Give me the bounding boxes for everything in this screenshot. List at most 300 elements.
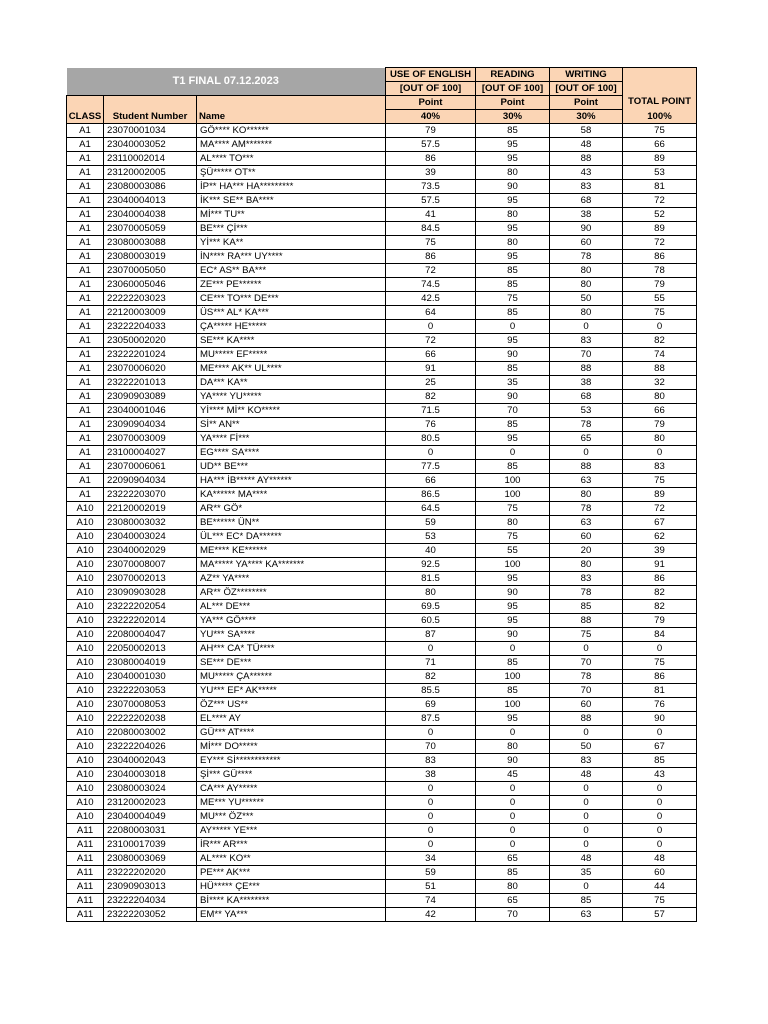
- student-number-cell: 23080003088: [104, 236, 197, 250]
- table-row: [67, 180, 697, 194]
- total-score: 62: [623, 530, 697, 544]
- total-score: 81: [623, 684, 697, 698]
- use-of-english-score: 42: [386, 908, 476, 922]
- total-score: 85: [623, 754, 697, 768]
- total-score: 80: [623, 432, 697, 446]
- class-cell: A1: [67, 362, 104, 376]
- name-cell: ME**** AK** UL****: [197, 362, 386, 376]
- reading-score: 95: [476, 222, 550, 236]
- use-of-english-score: 57.5: [386, 138, 476, 152]
- use-of-english-score: 57.5: [386, 194, 476, 208]
- table-row: [67, 474, 697, 488]
- use-of-english-score: 74: [386, 894, 476, 908]
- writing-score: 80: [550, 278, 623, 292]
- reading-score: 0: [476, 446, 550, 460]
- class-cell: A10: [67, 754, 104, 768]
- total-score: 82: [623, 586, 697, 600]
- writing-score: 60: [550, 530, 623, 544]
- student-number-cell: 23120002005: [104, 166, 197, 180]
- student-number-cell: 23222202020: [104, 866, 197, 880]
- table-row: [67, 334, 697, 348]
- use-of-english-score: 84.5: [386, 222, 476, 236]
- class-cell: A1: [67, 180, 104, 194]
- total-score: 78: [623, 264, 697, 278]
- class-cell: A10: [67, 558, 104, 572]
- class-cell: A1: [67, 348, 104, 362]
- reading-score: 95: [476, 152, 550, 166]
- table-row: [67, 362, 697, 376]
- name-cell: MA***** YA**** KA*******: [197, 558, 386, 572]
- student-number-cell: 23070008053: [104, 698, 197, 712]
- use-of-english-point-label: Point: [386, 96, 476, 110]
- class-cell: A1: [67, 124, 104, 138]
- name-cell: GÖ**** KO******: [197, 124, 386, 138]
- table-row: [67, 432, 697, 446]
- total-score: 0: [623, 726, 697, 740]
- class-cell: A1: [67, 250, 104, 264]
- writing-score: 80: [550, 264, 623, 278]
- class-cell: A10: [67, 670, 104, 684]
- student-number-cell: 23222203053: [104, 684, 197, 698]
- table-row: [67, 376, 697, 390]
- reading-score: 95: [476, 712, 550, 726]
- total-score: 0: [623, 642, 697, 656]
- class-cell: A10: [67, 656, 104, 670]
- use-of-english-score: 82: [386, 390, 476, 404]
- use-of-english-score: 83: [386, 754, 476, 768]
- writing-score: 48: [550, 768, 623, 782]
- class-cell: A11: [67, 880, 104, 894]
- table-row: [67, 628, 697, 642]
- student-number-cell: 23110002014: [104, 152, 197, 166]
- use-of-english-score: 86: [386, 250, 476, 264]
- writing-out-of: [OUT OF 100]: [550, 82, 623, 96]
- reading-score: 90: [476, 754, 550, 768]
- class-cell: A1: [67, 278, 104, 292]
- use-of-english-score: 71: [386, 656, 476, 670]
- writing-score: 0: [550, 782, 623, 796]
- total-score: 76: [623, 698, 697, 712]
- writing-score: 83: [550, 754, 623, 768]
- total-score: 39: [623, 544, 697, 558]
- student-number-cell: 23120002023: [104, 796, 197, 810]
- total-score: 86: [623, 670, 697, 684]
- use-of-english-score: 81.5: [386, 572, 476, 586]
- use-of-english-score: 91: [386, 362, 476, 376]
- writing-point-label: Point: [550, 96, 623, 110]
- class-cell: A1: [67, 376, 104, 390]
- reading-score: 0: [476, 782, 550, 796]
- student-number-cell: 23100017039: [104, 838, 197, 852]
- writing-score: 60: [550, 236, 623, 250]
- writing-score: 63: [550, 516, 623, 530]
- class-cell: A1: [67, 404, 104, 418]
- student-number-cell: 23040003024: [104, 530, 197, 544]
- reading-score: 70: [476, 404, 550, 418]
- total-score: 81: [623, 180, 697, 194]
- name-cell: AR** GÖ*: [197, 502, 386, 516]
- student-number-cell: 22080004047: [104, 628, 197, 642]
- total-score: 48: [623, 852, 697, 866]
- table-row: [67, 670, 697, 684]
- name-cell: YU*** EF* AK*****: [197, 684, 386, 698]
- student-number-cell: 23080003069: [104, 852, 197, 866]
- table-row: [67, 642, 697, 656]
- student-number-cell: 22080003031: [104, 824, 197, 838]
- student-number-cell: 23050002020: [104, 334, 197, 348]
- use-of-english-score: 70: [386, 740, 476, 754]
- reading-score: 95: [476, 432, 550, 446]
- reading-score: 85: [476, 264, 550, 278]
- table-row: [67, 530, 697, 544]
- use-of-english-score: 72: [386, 264, 476, 278]
- name-cell: İK*** SE** BA****: [197, 194, 386, 208]
- writing-score: 78: [550, 586, 623, 600]
- name-cell: AL*** DE***: [197, 600, 386, 614]
- name-cell: AL**** KO**: [197, 852, 386, 866]
- total-score: 86: [623, 250, 697, 264]
- writing-score: 88: [550, 152, 623, 166]
- use-of-english-score: 0: [386, 782, 476, 796]
- student-number-cell: 23080003032: [104, 516, 197, 530]
- table-row: [67, 698, 697, 712]
- table-row: [67, 880, 697, 894]
- total-point-header: TOTAL POINT: [628, 95, 691, 107]
- student-number-cell: 23040001030: [104, 670, 197, 684]
- class-cell: A10: [67, 600, 104, 614]
- writing-score: 38: [550, 208, 623, 222]
- use-of-english-score: 66: [386, 348, 476, 362]
- class-cell: A1: [67, 152, 104, 166]
- writing-score: 0: [550, 838, 623, 852]
- total-score: 88: [623, 362, 697, 376]
- reading-score: 85: [476, 278, 550, 292]
- total-weight: [623, 95, 697, 124]
- reading-score: 75: [476, 502, 550, 516]
- table-row: [67, 726, 697, 740]
- student-number-cell: 23070006020: [104, 362, 197, 376]
- name-cell: SE*** DE***: [197, 656, 386, 670]
- writing-score: 65: [550, 432, 623, 446]
- total-score: 0: [623, 810, 697, 824]
- total-score: 79: [623, 614, 697, 628]
- name-cell: EL**** AY: [197, 712, 386, 726]
- class-cell: A11: [67, 852, 104, 866]
- table-row: [67, 852, 697, 866]
- table-row: [67, 292, 697, 306]
- reading-score: 0: [476, 726, 550, 740]
- use-of-english-score: 64: [386, 306, 476, 320]
- class-cell: A1: [67, 488, 104, 502]
- class-cell: A11: [67, 838, 104, 852]
- reading-score: 85: [476, 460, 550, 474]
- name-cell: MU***** ÇA******: [197, 670, 386, 684]
- writing-score: 0: [550, 880, 623, 894]
- table-row: [67, 250, 697, 264]
- class-cell: A10: [67, 768, 104, 782]
- name-cell: AZ** YA****: [197, 572, 386, 586]
- writing-weight: 30%: [550, 110, 623, 124]
- writing-score: 88: [550, 460, 623, 474]
- reading-score: 70: [476, 908, 550, 922]
- table-row: [67, 544, 697, 558]
- use-of-english-score: 0: [386, 810, 476, 824]
- use-of-english-score: 0: [386, 824, 476, 838]
- reading-score: 95: [476, 572, 550, 586]
- use-of-english-score: 79: [386, 124, 476, 138]
- name-cell: İP** HA*** HA*********: [197, 180, 386, 194]
- use-of-english-score: 60.5: [386, 614, 476, 628]
- student-number-cell: 23060005046: [104, 278, 197, 292]
- table-row: [67, 236, 697, 250]
- name-cell: MU*** ÖZ***: [197, 810, 386, 824]
- student-number-cell: 23040001046: [104, 404, 197, 418]
- name-cell: PE*** AK***: [197, 866, 386, 880]
- writing-score: 63: [550, 474, 623, 488]
- student-number-cell: 23222201024: [104, 348, 197, 362]
- total-score: 43: [623, 768, 697, 782]
- total-score: 75: [623, 474, 697, 488]
- reading-score: 85: [476, 306, 550, 320]
- table-row: [67, 656, 697, 670]
- class-cell: A1: [67, 334, 104, 348]
- writing-score: 0: [550, 642, 623, 656]
- student-number-cell: 22050002013: [104, 642, 197, 656]
- student-number-cell: 23070005050: [104, 264, 197, 278]
- student-number-cell: 23090903089: [104, 390, 197, 404]
- reading-score: 85: [476, 124, 550, 138]
- table-row: [67, 278, 697, 292]
- writing-score: 0: [550, 796, 623, 810]
- use-of-english-score: 92.5: [386, 558, 476, 572]
- class-cell: A10: [67, 684, 104, 698]
- writing-score: 88: [550, 614, 623, 628]
- class-cell: A10: [67, 516, 104, 530]
- reading-header: READING: [476, 68, 550, 82]
- reading-score: 95: [476, 334, 550, 348]
- reading-score: 100: [476, 488, 550, 502]
- total-score: 75: [623, 894, 697, 908]
- use-of-english-score: 86.5: [386, 488, 476, 502]
- student-number-cell: 23070002013: [104, 572, 197, 586]
- student-number-cell: 23222204033: [104, 320, 197, 334]
- reading-score: 90: [476, 180, 550, 194]
- name-cell: Yİ**** Mİ** KO*****: [197, 404, 386, 418]
- name-cell: UD** BE***: [197, 460, 386, 474]
- student-number-cell: 23100004027: [104, 446, 197, 460]
- table-row: [67, 418, 697, 432]
- name-cell: ÜL*** EC* DA******: [197, 530, 386, 544]
- table-header: [67, 68, 697, 124]
- writing-score: 0: [550, 320, 623, 334]
- use-of-english-score: 25: [386, 376, 476, 390]
- table-row: [67, 824, 697, 838]
- student-number-cell: 23040003052: [104, 138, 197, 152]
- total-score: 86: [623, 572, 697, 586]
- name-cell: YA*** GÖ****: [197, 614, 386, 628]
- table-row: [67, 516, 697, 530]
- name-cell: Mİ*** TU**: [197, 208, 386, 222]
- class-cell: A10: [67, 642, 104, 656]
- class-cell: A1: [67, 194, 104, 208]
- use-of-english-score: 76: [386, 418, 476, 432]
- table-row: [67, 460, 697, 474]
- class-cell: A1: [67, 292, 104, 306]
- name-cell: ÇA***** HE*****: [197, 320, 386, 334]
- student-number-cell: 23070006061: [104, 460, 197, 474]
- student-number-cell: 23040002029: [104, 544, 197, 558]
- class-cell: A1: [67, 432, 104, 446]
- name-cell: ŞÜ***** OT**: [197, 166, 386, 180]
- class-cell: A11: [67, 908, 104, 922]
- total-weight-value: 100%: [647, 110, 672, 122]
- use-of-english-score: 80: [386, 586, 476, 600]
- use-of-english-score: 34: [386, 852, 476, 866]
- total-score: 67: [623, 516, 697, 530]
- table-row: [67, 306, 697, 320]
- class-cell: A11: [67, 894, 104, 908]
- reading-score: 95: [476, 194, 550, 208]
- name-cell: AY***** YE***: [197, 824, 386, 838]
- table-row: [67, 740, 697, 754]
- class-cell: A10: [67, 614, 104, 628]
- student-number-cell: 23222204026: [104, 740, 197, 754]
- total-score: 72: [623, 236, 697, 250]
- table-row: [67, 320, 697, 334]
- use-of-english-score: 82: [386, 670, 476, 684]
- class-cell: A11: [67, 824, 104, 838]
- total-score: 0: [623, 446, 697, 460]
- student-number-cell: 23080003019: [104, 250, 197, 264]
- class-cell: A1: [67, 138, 104, 152]
- class-cell: A1: [67, 222, 104, 236]
- total-score: 67: [623, 740, 697, 754]
- table-row: [67, 600, 697, 614]
- results-table: [66, 67, 697, 922]
- total-score: 53: [623, 166, 697, 180]
- use-of-english-score: 66: [386, 474, 476, 488]
- student-number-cell: 22080003002: [104, 726, 197, 740]
- class-cell: A1: [67, 418, 104, 432]
- use-of-english-score: 74.5: [386, 278, 476, 292]
- writing-score: 48: [550, 852, 623, 866]
- reading-score: 85: [476, 362, 550, 376]
- name-cell: HA*** İB***** AY******: [197, 474, 386, 488]
- name-cell: AL**** TO***: [197, 152, 386, 166]
- class-cell: A10: [67, 810, 104, 824]
- writing-score: 35: [550, 866, 623, 880]
- writing-score: 70: [550, 348, 623, 362]
- use-of-english-score: 87: [386, 628, 476, 642]
- student-number-column-header: Student Number: [104, 96, 197, 124]
- total-score: 79: [623, 278, 697, 292]
- reading-score: 55: [476, 544, 550, 558]
- table-row: [67, 908, 697, 922]
- reading-score: 0: [476, 320, 550, 334]
- class-cell: A1: [67, 320, 104, 334]
- total-score: 79: [623, 418, 697, 432]
- writing-score: 0: [550, 726, 623, 740]
- reading-score: 0: [476, 642, 550, 656]
- class-cell: A1: [67, 446, 104, 460]
- class-cell: A10: [67, 698, 104, 712]
- class-cell: A10: [67, 586, 104, 600]
- class-cell: A10: [67, 572, 104, 586]
- use-of-english-score: 38: [386, 768, 476, 782]
- total-score: 82: [623, 334, 697, 348]
- name-cell: AH*** CA* TÜ****: [197, 642, 386, 656]
- reading-score: 90: [476, 586, 550, 600]
- name-cell: AR** ÖZ********: [197, 586, 386, 600]
- total-score: 80: [623, 390, 697, 404]
- table-row: [67, 390, 697, 404]
- writing-score: 88: [550, 712, 623, 726]
- reading-score: 90: [476, 348, 550, 362]
- use-of-english-out-of: [OUT OF 100]: [386, 82, 476, 96]
- reading-score: 0: [476, 824, 550, 838]
- use-of-english-header: USE OF ENGLISH: [386, 68, 476, 82]
- table-row: [67, 782, 697, 796]
- name-cell: ME*** YU******: [197, 796, 386, 810]
- use-of-english-score: 0: [386, 726, 476, 740]
- table-row: [67, 810, 697, 824]
- writing-score: 38: [550, 376, 623, 390]
- class-cell: A10: [67, 628, 104, 642]
- total-score: 0: [623, 824, 697, 838]
- use-of-english-score: 40: [386, 544, 476, 558]
- use-of-english-score: 80.5: [386, 432, 476, 446]
- name-cell: YA**** Fİ***: [197, 432, 386, 446]
- student-number-cell: 23040003018: [104, 768, 197, 782]
- total-score: 66: [623, 404, 697, 418]
- use-of-english-score: 73.5: [386, 180, 476, 194]
- table-row: [67, 684, 697, 698]
- total-score: 32: [623, 376, 697, 390]
- writing-score: 85: [550, 600, 623, 614]
- student-number-cell: 22120003009: [104, 306, 197, 320]
- writing-score: 80: [550, 488, 623, 502]
- table-row: [67, 768, 697, 782]
- reading-score: 100: [476, 558, 550, 572]
- student-number-cell: 22090904034: [104, 474, 197, 488]
- reading-score: 100: [476, 670, 550, 684]
- total-score: 75: [623, 306, 697, 320]
- use-of-english-score: 71.5: [386, 404, 476, 418]
- table-row: [67, 152, 697, 166]
- name-cell: EG**** SA****: [197, 446, 386, 460]
- use-of-english-score: 51: [386, 880, 476, 894]
- name-cell: KA****** MA****: [197, 488, 386, 502]
- reading-score: 35: [476, 376, 550, 390]
- name-cell: CA*** AY*****: [197, 782, 386, 796]
- table-row: [67, 208, 697, 222]
- writing-score: 0: [550, 446, 623, 460]
- use-of-english-score: 0: [386, 838, 476, 852]
- total-score: 82: [623, 600, 697, 614]
- class-column-header: CLASS: [67, 96, 104, 124]
- student-number-cell: 23070008007: [104, 558, 197, 572]
- class-cell: A10: [67, 712, 104, 726]
- writing-header: WRITING: [550, 68, 623, 82]
- name-column-header: Name: [197, 96, 386, 124]
- writing-score: 80: [550, 306, 623, 320]
- reading-score: 80: [476, 880, 550, 894]
- total-score: 0: [623, 838, 697, 852]
- use-of-english-score: 87.5: [386, 712, 476, 726]
- name-cell: BE*** Çİ***: [197, 222, 386, 236]
- class-cell: A11: [67, 866, 104, 880]
- use-of-english-score: 59: [386, 516, 476, 530]
